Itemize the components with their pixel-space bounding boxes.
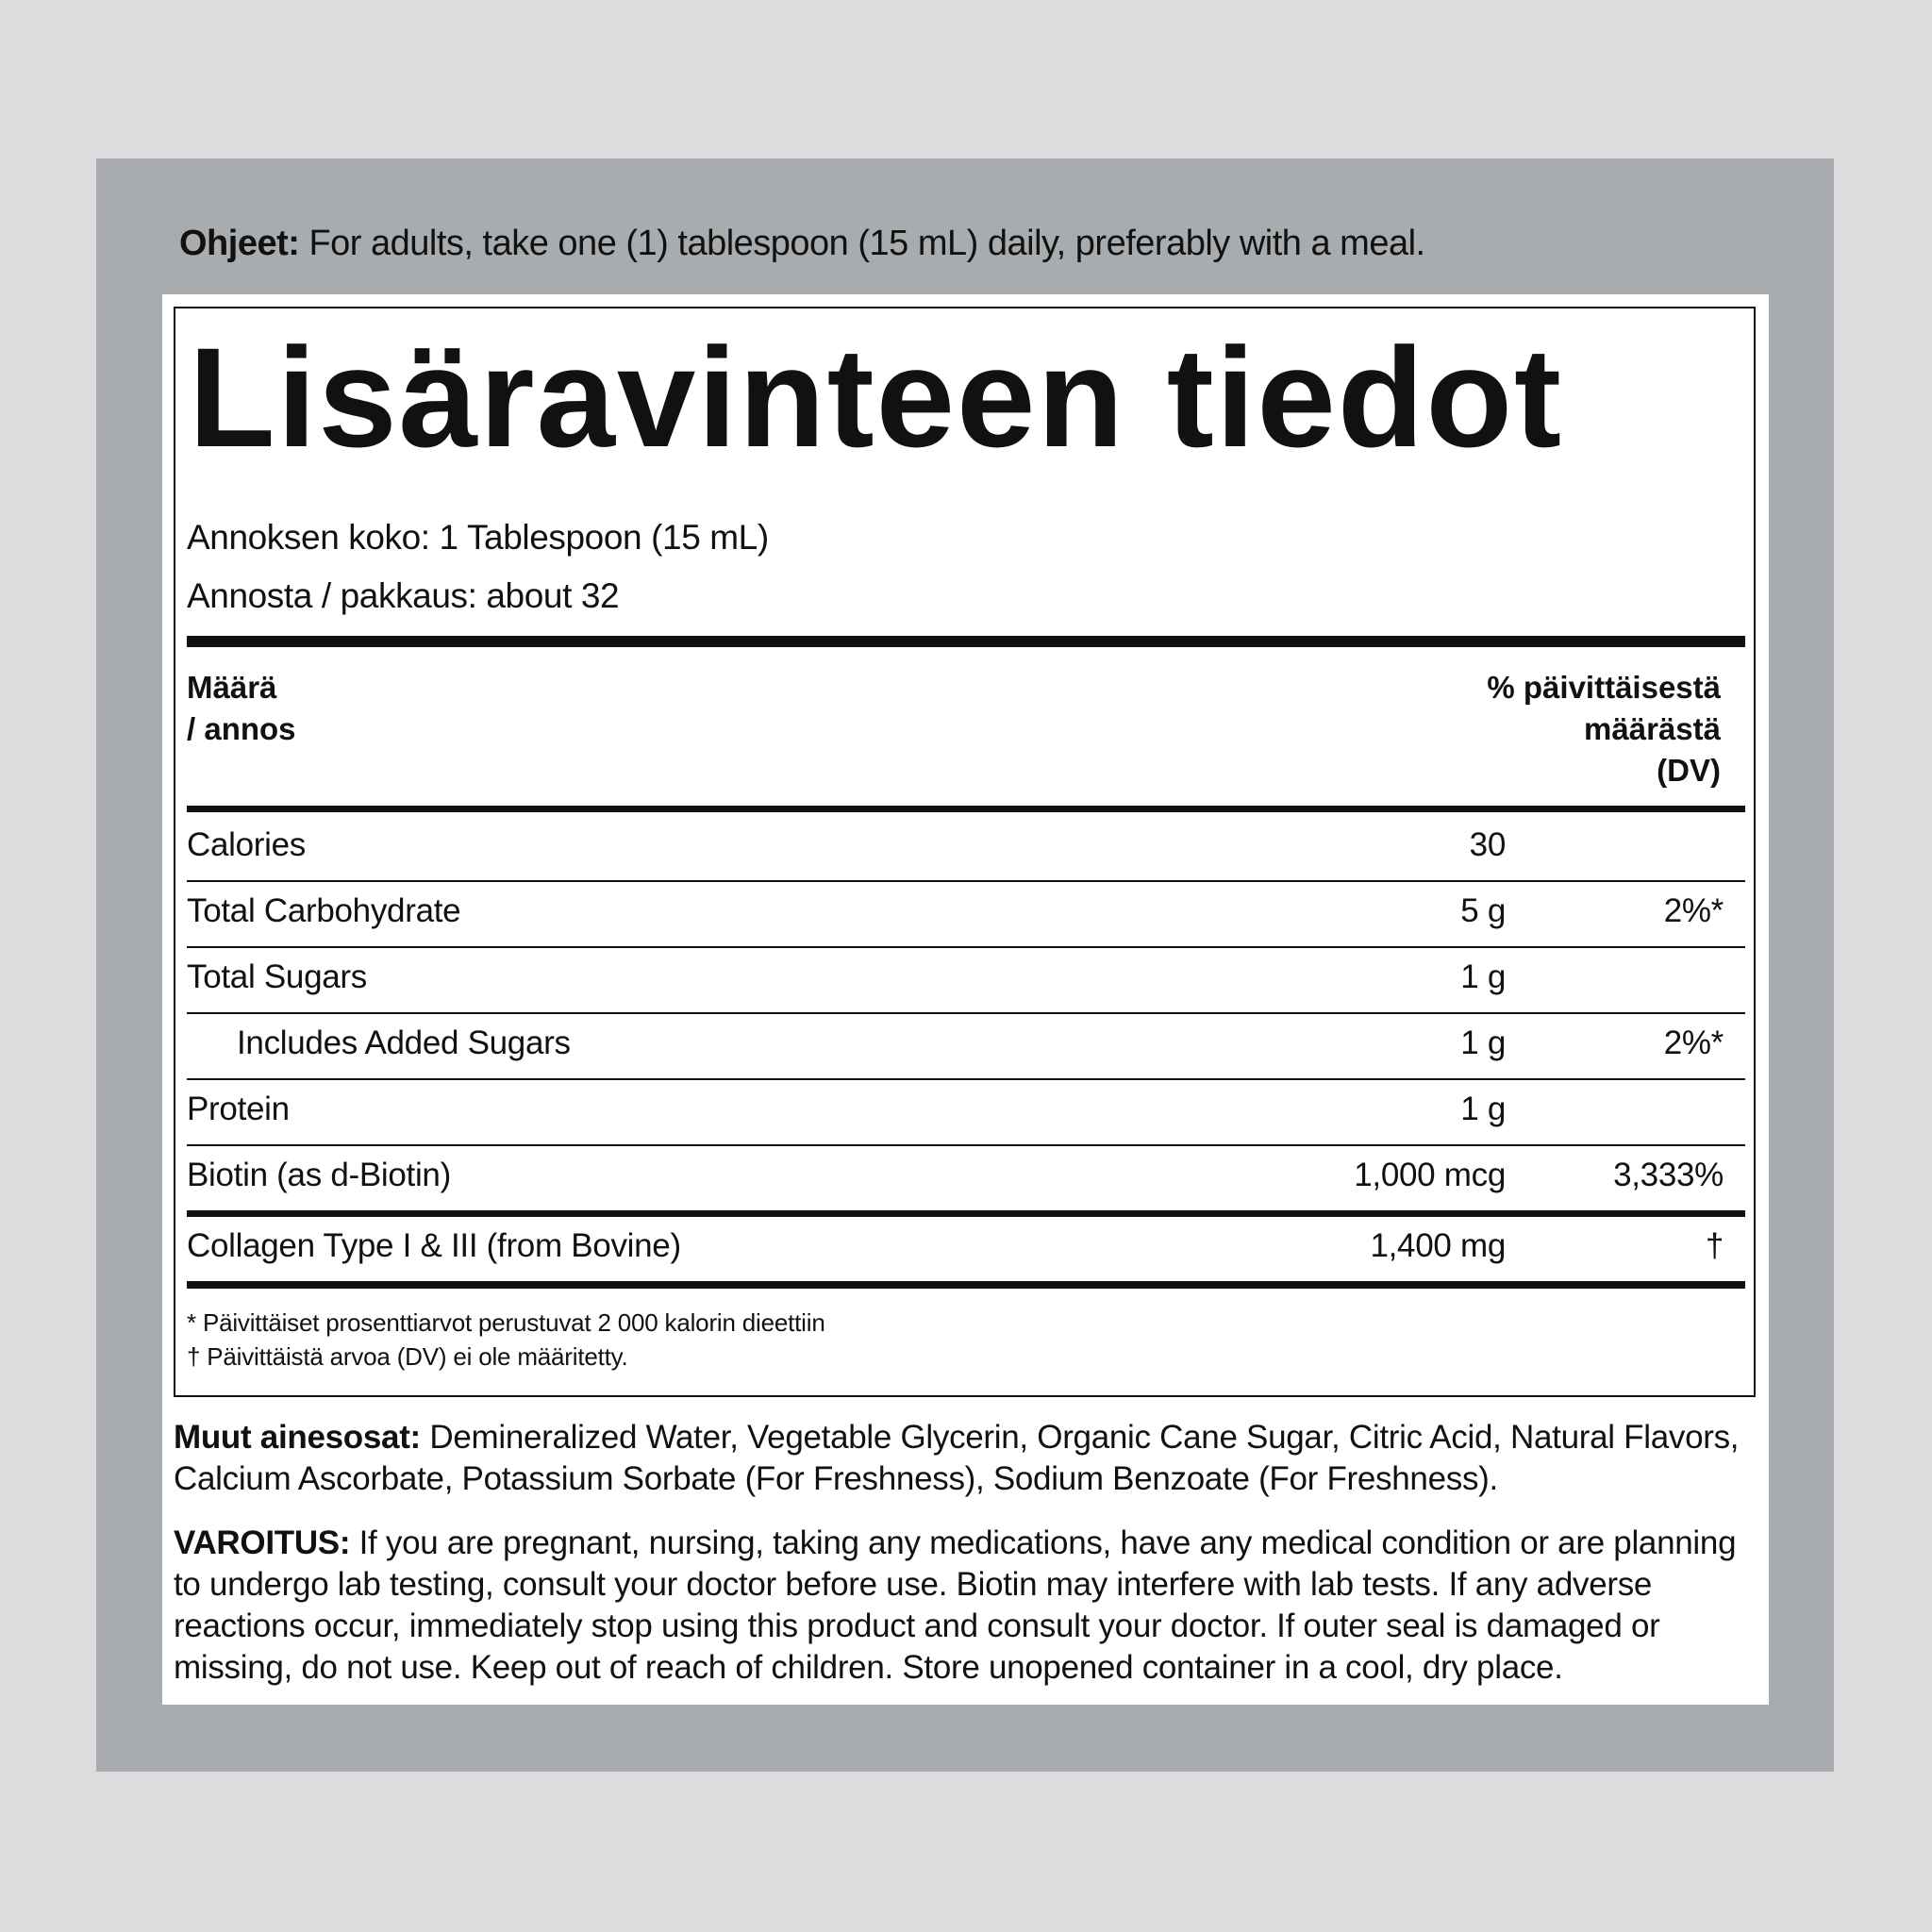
thick-divider <box>187 1281 1745 1289</box>
directions-text <box>179 219 1425 268</box>
medium-divider <box>187 1210 1745 1217</box>
warning-label: VAROITUS: <box>174 1524 351 1561</box>
row-dv: 3,333% <box>1613 1157 1724 1193</box>
row-name: Total Sugars <box>187 958 367 995</box>
row-divider <box>187 880 1745 882</box>
row-dv: 2%* <box>1663 892 1724 929</box>
medium-divider <box>187 806 1745 812</box>
warning-text: If you are pregnant, nursing, taking any medications, have any medical condition or are planning to undergo lab testing, consult your doctor before use. Biotin may interfere with lab tests. If any adverse reactions occur, immediately stop using this product and consult your doctor. If outer seal is damaged or missing, do not use. Keep out of reach of children. Store unopened container in a cool, dry place. <box>174 1524 1737 1686</box>
thick-divider <box>187 636 1745 647</box>
row-name: Total Carbohydrate <box>187 892 461 929</box>
facts-title: Lisäravinteen tiedot <box>189 318 1564 476</box>
directions-label: Ohjeet: <box>179 224 300 263</box>
row-name: Collagen Type I & III (from Bovine) <box>187 1227 681 1264</box>
servings-per-container: Annosta / pakkaus: about 32 <box>187 576 620 615</box>
row-dv: 2%* <box>1663 1024 1724 1061</box>
row-amount: 1,000 mcg <box>1354 1157 1506 1193</box>
row-amount: 1,400 mg <box>1370 1227 1506 1264</box>
other-ingredients <box>174 1417 1758 1500</box>
footnote-dagger: † Päivittäistä arvoa (DV) ei ole määritetty. <box>187 1342 628 1371</box>
row-dv: † <box>1705 1227 1724 1264</box>
row-amount: 1 g <box>1460 1024 1506 1061</box>
footnote-daily-value: * Päivittäiset prosenttiarvot perustuvat 2 000 kalorin dieettiin <box>187 1308 825 1337</box>
row-divider <box>187 1012 1745 1014</box>
row-divider <box>187 1078 1745 1080</box>
row-amount: 5 g <box>1460 892 1506 929</box>
header-dv-line3: (DV) <box>1657 753 1721 788</box>
directions-body: For adults, take one (1) tablespoon (15 mL) daily, preferably with a meal. <box>299 224 1425 263</box>
header-dv-line2: määrästä <box>1584 711 1721 746</box>
row-name: Protein <box>187 1091 290 1127</box>
row-divider <box>187 946 1745 948</box>
warning <box>174 1523 1758 1689</box>
row-name: Includes Added Sugars <box>237 1024 571 1061</box>
supplement-facts-panel <box>174 307 1756 1397</box>
row-divider <box>187 1144 1745 1146</box>
row-amount: 30 <box>1469 826 1506 863</box>
row-name: Biotin (as d-Biotin) <box>187 1157 451 1193</box>
header-daily-value <box>1487 667 1721 791</box>
header-amount-line2: / annos <box>187 711 296 746</box>
row-amount: 1 g <box>1460 958 1506 995</box>
header-amount <box>187 667 296 750</box>
other-ingredients-text: Demineralized Water, Vegetable Glycerin, Organic Cane Sugar, Citric Acid, Natural Flavors, Calcium Ascorbate, Potassium Sorbate (For Freshness), Sodium Benzoate (For Freshness). <box>174 1419 1740 1497</box>
row-name: Calories <box>187 826 306 863</box>
header-dv-line1: % päivittäisestä <box>1487 670 1721 705</box>
header-amount-line1: Määrä <box>187 670 277 705</box>
row-amount: 1 g <box>1460 1091 1506 1127</box>
serving-size: Annoksen koko: 1 Tablespoon (15 mL) <box>187 518 769 557</box>
other-ingredients-label: Muut ainesosat: <box>174 1419 421 1456</box>
